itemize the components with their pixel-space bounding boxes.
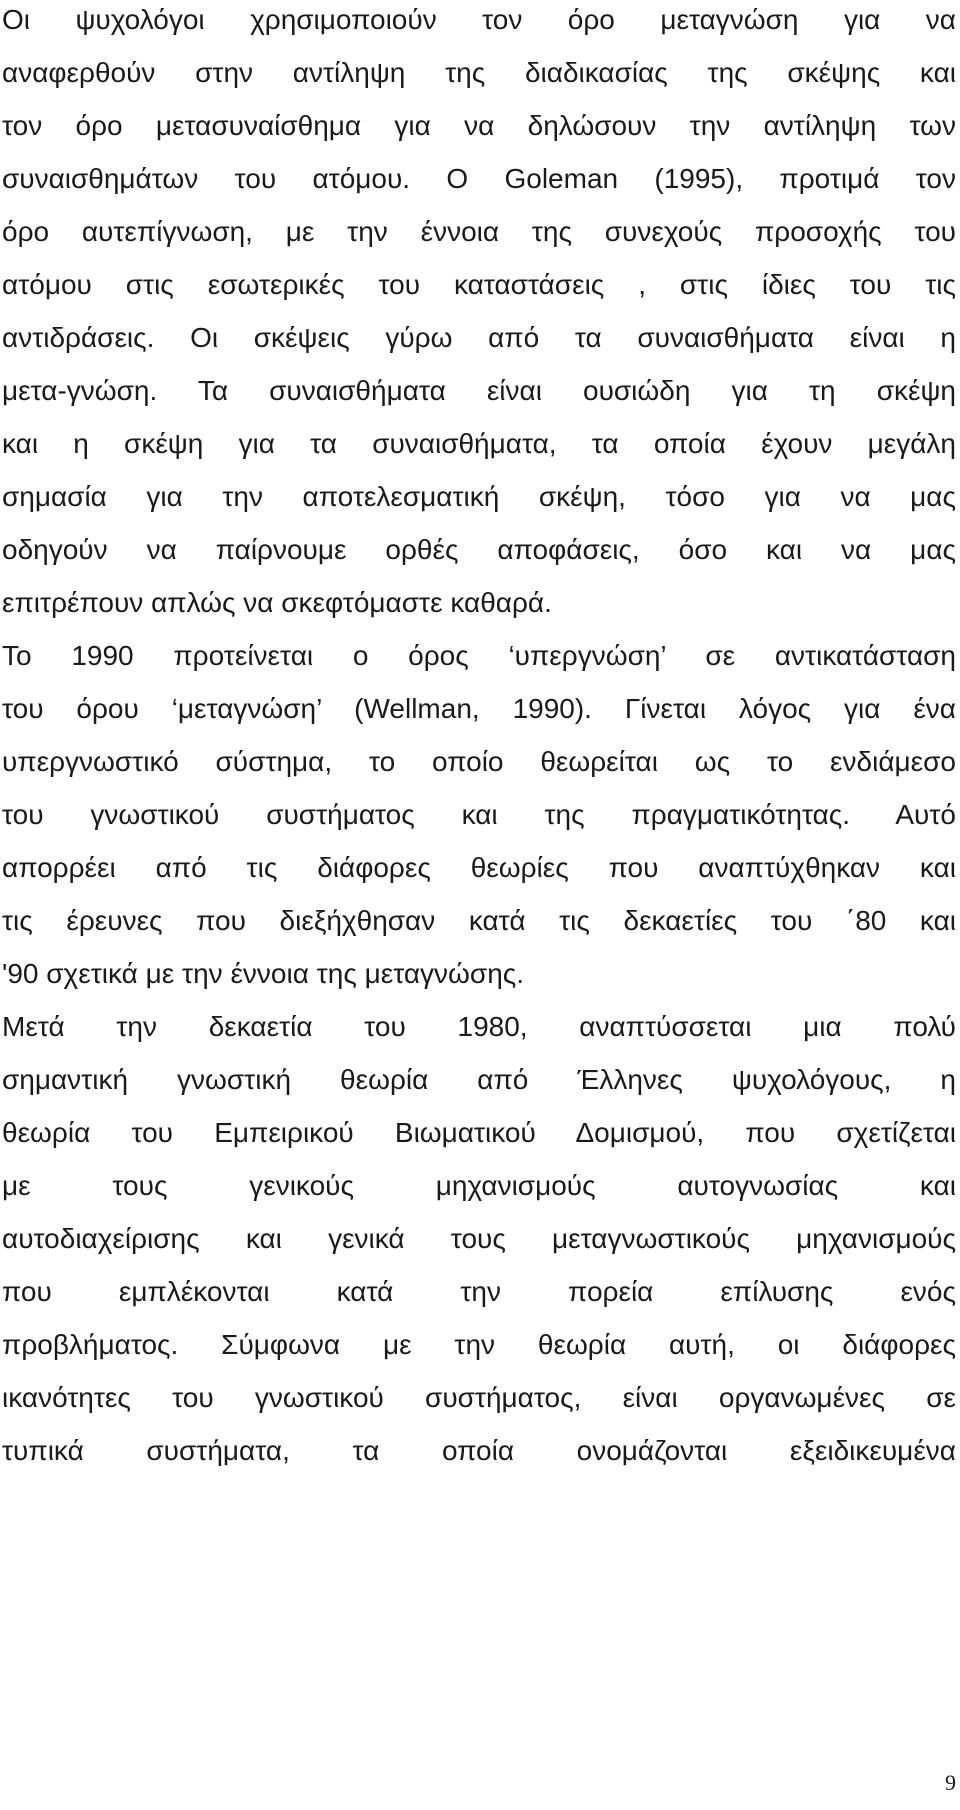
text-line: που εμπλέκονται κατά την πορεία επίλυσης ενός [2, 1276, 956, 1307]
text-line: επιτρέπουν απλώς να σκεφτόμαστε καθαρά. [2, 587, 552, 618]
text-line: ικανότητες του γνωστικού συστήματος, είναι οργανωμένες σε [2, 1382, 956, 1413]
text-line: αντιδράσεις. Οι σκέψεις γύρω από τα συναισθήματα είναι η [2, 322, 956, 353]
text-line: σημαντική γνωστική θεωρία από Έλληνες ψυχολόγους, η [2, 1064, 956, 1095]
text-line: του όρου ‘μεταγνώση’ (Wellman, 1990). Γίνεται λόγος για ένα [2, 693, 956, 724]
text-line: και η σκέψη για τα συναισθήματα, τα οποία έχουν μεγάλη [2, 428, 956, 459]
text-line: Μετά την δεκαετία του 1980, αναπτύσσεται μια πολύ [2, 1011, 956, 1042]
text-line: προβλήματος. Σύμφωνα με την θεωρία αυτή, οι διάφορες [2, 1329, 956, 1360]
text-line: τυπικά συστήματα, τα οποία ονομάζονται εξειδικευμένα [2, 1435, 956, 1466]
text-line: όρο αυτεπίγνωση, με την έννοια της συνεχούς προσοχής του [2, 216, 956, 247]
text-line: με τους γενικούς μηχανισμούς αυτογνωσίας και [2, 1170, 956, 1201]
text-line: σημασία για την αποτελεσματική σκέψη, τόσο για να μας [2, 481, 956, 512]
page-number: 9 [945, 1770, 956, 1795]
text-line: συναισθημάτων του ατόμου. Ο Goleman (1995), προτιμά τον [2, 163, 956, 194]
text-line: αυτοδιαχείρισης και γενικά τους μεταγνωστικούς μηχανισμούς [2, 1223, 956, 1254]
text-line: θεωρία του Εμπειρικού Βιωματικού Δομισμού, που σχετίζεται [2, 1117, 956, 1148]
text-line: οδηγούν να παίρνουμε ορθές αποφάσεις, όσο και να μας [2, 534, 956, 565]
text-line: τις έρευνες που διεξήχθησαν κατά τις δεκαετίες του ΄80 και [2, 905, 956, 936]
text-line: Το 1990 προτείνεται ο όρος ‘υπεργνώση’ σε αντικατάσταση [2, 640, 956, 671]
text-line: Οι ψυχολόγοι χρησιμοποιούν τον όρο μεταγνώση για να [2, 4, 956, 35]
text-line: απορρέει από τις διάφορες θεωρίες που αναπτύχθηκαν και [2, 852, 956, 883]
text-line: αναφερθούν στην αντίληψη της διαδικασίας της σκέψης και [2, 57, 956, 88]
text-line: του γνωστικού συστήματος και της πραγματικότητας. Αυτό [2, 799, 956, 830]
text-line: υπεργνωστικό σύστημα, το οποίο θεωρείται ως το ενδιάμεσο [2, 746, 956, 777]
text-line: μετα-γνώση. Τα συναισθήματα είναι ουσιώδη για τη σκέψη [2, 375, 956, 406]
text-line: τον όρο μετασυναίσθημα για να δηλώσουν την αντίληψη των [2, 110, 956, 141]
text-line: ατόμου στις εσωτερικές του καταστάσεις , στις ίδιες του τις [2, 269, 956, 300]
text-line: '90 σχετικά με την έννοια της μεταγνώσης. [2, 958, 525, 989]
